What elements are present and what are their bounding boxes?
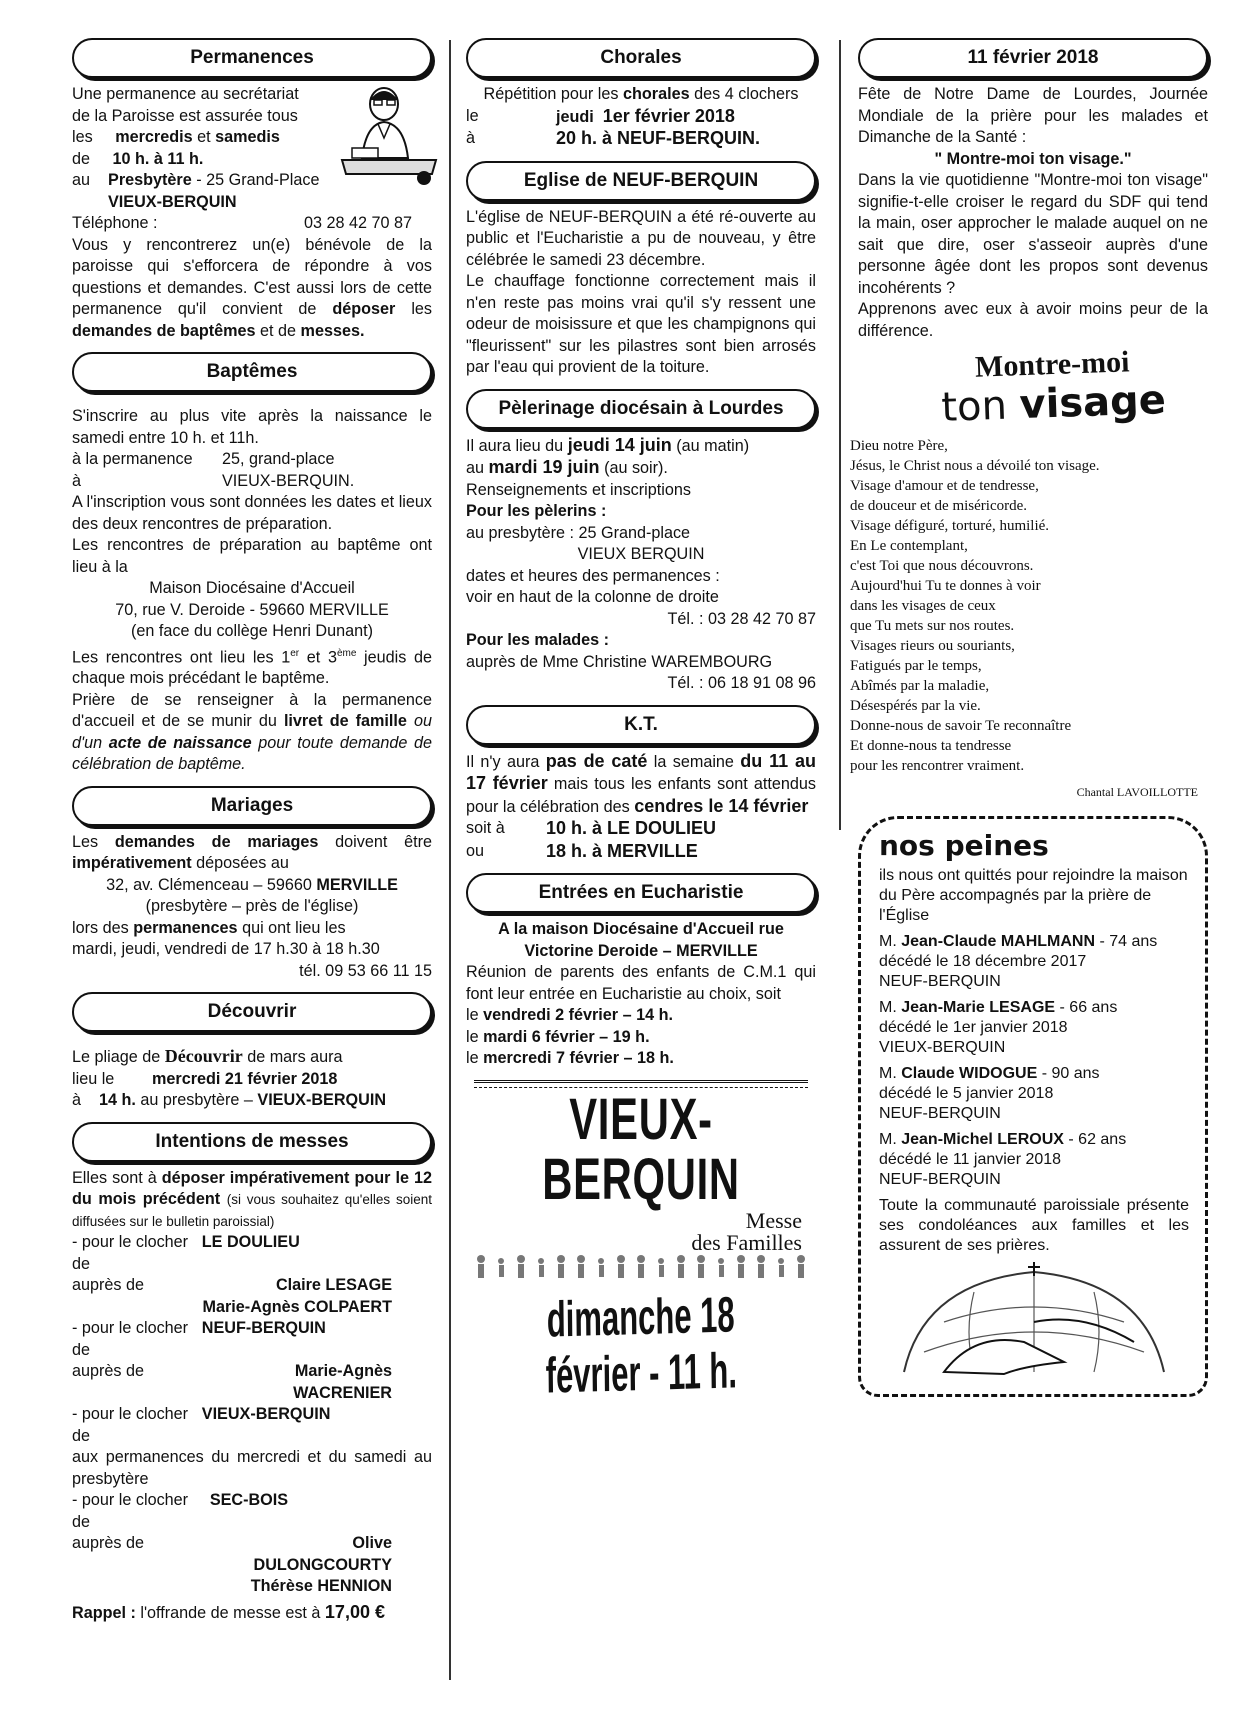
baptemes-text: et 3 [299,647,337,666]
mariages-p3: mardi, jeudi, vendredi de 17 h.30 à 18 h.30 [72,940,380,959]
permanences-title: Permanences [72,38,432,78]
family-figures-illustration [471,1254,811,1280]
permanences-text: de [72,149,91,168]
fevrier-quote: " Montre-moi ton visage." [934,149,1132,168]
eucharistie-address: A la maison Diocésaine d'Accueil rue Victorine Deroide – MERVILLE [498,920,784,960]
eucharistie-text: le [466,1049,479,1067]
eucharistie-date: mardi 6 février – 19 h. [483,1027,650,1046]
death-town: VIEUX-BERQUIN [879,1039,1006,1056]
baptemes-title: Baptêmes [72,352,432,392]
baptemes-text: à la permanence [72,450,193,468]
baptemes-text: jeudis de chaque mois précédant le baptême. [72,647,433,688]
nos-peines-box [858,816,1208,1397]
eucharistie-section [466,873,816,1070]
praying-hands-illustration [884,1262,1184,1382]
mariages-address2: (presbytère – près de l'église) [145,897,359,916]
death-age: - 90 ans [1041,1065,1100,1082]
mariages-title: Mariages [72,786,432,826]
mariages-emph: MERVILLE [316,875,398,894]
decouvrir-hour: 14 h. [99,1091,136,1110]
decouvrir-date: mercredi 21 février 2018 [152,1069,338,1088]
fevrier-p1: Fête de Notre Dame de Lourdes, Journée Mondiale de la prière pour les malades et Dimanche de la Santé : [858,85,1208,146]
decouvrir-title: Découvrir [72,992,432,1032]
mariages-p2 [72,918,432,940]
death-age: - 66 ans [1059,999,1118,1016]
kt-place: 18 h. à MERVILLE [546,840,698,861]
death-date: décédé le 5 janvier 2018 [879,1085,1054,1102]
mariages-text: lors des [72,918,129,937]
permanences-paragraph [72,235,432,343]
intentions-text: l'offrande de messe est à [140,1603,321,1622]
logo-visage: visage [1018,377,1167,429]
intentions-text: - pour le clocher de [72,1491,189,1531]
pelerinage-p8: voir en haut de la colonne de droite [466,588,719,606]
banner-title: VIEUX-BERQUIN [542,1086,740,1212]
poem-line: Et donne-nous ta tendresse [850,738,1012,754]
intentions-rappel [72,1602,432,1625]
chorales-emph: chorales [623,85,690,103]
messe-familles-banner [466,1080,816,1404]
pelerinage-p5: au presbytère : 25 Grand-place [466,523,691,542]
intentions-person: Marie-Agnès WACRENIER [293,1362,392,1402]
column-divider-left [449,40,451,1680]
poem-line: que Tu mets sur nos routes. [850,618,1015,634]
pelerinage-p1 [466,435,816,480]
poem-line: En Le contemplant, [850,538,968,554]
mariages-address [72,875,432,897]
pelerinage-p11: auprès de Mme Christine WAREMBOURG [466,652,773,671]
decouvrir-text: lieu le [72,1069,115,1088]
kt-text: Il n'y aura [466,752,540,771]
baptemes-sup: ème [336,647,357,659]
permanences-days: mercredis [115,128,193,146]
chorales-text: Répétition pour les [483,85,619,103]
intentions-person: Thérèse HENNION [250,1577,392,1596]
chorales-p1 [466,84,816,106]
logo-ton: ton [940,382,1008,431]
mariages-phone: tél. 09 53 66 11 15 [299,961,432,980]
intentions-title: Intentions de messes [72,1122,432,1162]
pelerinage-text: Il aura lieu du [466,436,564,455]
pelerinage-section [466,389,816,695]
fevrier-section [858,38,1208,431]
intentions-clocher: NEUF-BERQUIN [201,1319,326,1338]
chorales-text: le [466,106,479,125]
baptemes-sup: er [290,647,300,659]
fevrier-p3: Dans la vie quotidienne "Montre-moi ton visage" signifie-t-elle croiser le regard du SDF qui tend la main, oser approcher le malade auquel on ne sait que dire, oser s'asseoir auprès d'une personne âgée dont les propos sont devenus incohérents ? [858,171,1208,297]
baptemes-text: 25, grand-place [222,450,335,468]
pelerinage-date: jeudi 14 juin [567,434,672,455]
death-date: décédé le 11 janvier 2018 [879,1151,1062,1168]
permanences-town: VIEUX-BERQUIN [108,192,237,211]
intentions-person: Claire LESAGE [275,1276,392,1295]
eucharistie-title: Entrées en Eucharistie [466,873,816,913]
chorales-section [466,38,816,151]
intentions-text: auprès de [72,1534,144,1553]
banner-date: dimanche 18 février - 11 h. [545,1285,738,1404]
phone-label: Téléphone : [72,214,158,232]
poem-line: dans les visages de ceux [850,598,996,614]
death-name: Jean-Michel LEROUX [901,1131,1064,1148]
permanences-text: Vous y rencontrerez un(e) bénévole de la paroisse qui s'efforcera de répondre à vos questions et demandes. C'est aussi lors de cette permanence qu'il convient de [72,235,432,318]
permanences-address: - 25 Grand-Place [196,171,320,189]
baptemes-address3: (en face du collège Henri Dunant) [130,622,374,640]
intentions-list [72,1232,432,1447]
death-name: Claude WIDOGUE [901,1065,1038,1082]
mariages-p1 [72,832,432,875]
poem-line: Visage d'amour et de tendresse, [850,478,1039,494]
permanences-text: et de [260,321,297,340]
baptemes-emph: acte de naissance [108,733,252,752]
death-age: - 74 ans [1099,933,1158,950]
intentions-note: (si vous souhaitez qu'elles soient diffusées sur le bulletin paroissial) [72,1192,433,1229]
death-town: NEUF-BERQUIN [879,973,1001,990]
fevrier-p4: Apprenons avec eux à avoir moins peur de la différence. [858,300,1208,340]
poem-line: Désespérés par la vie. [850,698,981,714]
death-entry [879,1130,1189,1190]
permanences-days: samedis [215,128,280,146]
intentions-clocher: VIEUX-BERQUIN [201,1405,331,1424]
decouvrir-section [72,992,432,1112]
permanences-emph: déposer [332,300,396,318]
baptemes-p2: A l'inscription vous sont données les dates et lieux des deux rencontres de préparation. [72,493,432,533]
kt-emph: cendres le 14 février [634,795,809,816]
permanences-section [72,38,432,342]
pelerinage-sick: Pour les malades : [466,631,610,649]
banner-sub2: des Familles [691,1229,802,1255]
eglise-p1: L'église de NEUF-BERQUIN a été ré-ouverte au public et l'Eucharistie a pu de nouveau, y être célébrée le samedi 23 décembre. [466,207,816,269]
pelerinage-text: (au matin) [676,436,750,455]
intentions-text: auprès de [72,1362,144,1381]
poem-line: pour les rencontrer vraiment. [850,758,1025,774]
decouvrir-p1 [72,1046,432,1069]
intentions-p1 [72,1168,432,1233]
mariages-emph: permanences [133,918,238,937]
permanences-text: et [197,128,211,146]
decouvrir-logo: Découvrir [164,1046,243,1067]
chorales-text: à [466,129,476,147]
intentions-emph: Rappel : [72,1603,136,1622]
mariages-text: doivent être [335,832,432,851]
baptemes-text: Les rencontres ont lieu les 1 [72,647,291,666]
kt-text: ou [466,841,485,860]
secretary-illustration [332,82,442,190]
mariages-text: qui ont lieu les [242,918,346,937]
poem-line: Visages rieurs ou souriants, [850,638,1015,654]
mariages-text: Les [72,832,99,851]
pelerinage-p9: Tél. : 03 28 42 70 87 [667,609,816,628]
death-name: Jean-Marie LESAGE [901,999,1056,1016]
baptemes-text: Prière de se renseigner à la permanence d'accueil et de se munir du [72,690,432,731]
kt-text: soit à [466,819,505,837]
kt-title: K.T. [466,705,816,745]
poem-line: Aujourd'hui Tu te donnes à voir [850,578,1041,594]
intentions-text: Elles sont à [72,1168,157,1187]
pelerinage-p7: dates et heures des permanences : [466,566,720,585]
kt-emph: du 11 au 17 février [466,750,816,793]
phone-number: 03 28 42 70 87 [303,214,412,232]
intentions-person: Marie-Agnès COLPAERT [202,1297,392,1316]
chorales-hour: 20 h. à NEUF-BERQUIN. [556,128,761,148]
intentions-text: - pour le clocher de [72,1319,189,1359]
decouvrir-text: à [72,1091,82,1110]
eucharistie-date: vendredi 2 février – 14 h. [483,1006,673,1024]
baptemes-p1: S'inscrire au plus vite après la naissance le samedi entre 10 h. et 11h. [72,407,432,447]
column-divider-right [839,40,841,830]
intentions-clocher: SEC-BOIS [209,1491,289,1510]
poem-line: Dieu notre Père, [850,438,948,454]
eucharistie-text: le [466,1006,479,1024]
chorales-title: Chorales [466,38,816,78]
poem-line: Jésus, le Christ nous a dévoilé ton visage. [850,458,1100,474]
chorales-text: des 4 clochers [694,85,799,103]
kt-when [466,818,816,863]
poem-line: Donne-nous de savoir Te reconnaître [850,718,1072,734]
decouvrir-when [72,1069,432,1112]
permanences-phone [72,213,432,235]
baptemes-text: ou d'un [72,712,432,752]
peines-closing: Toute la communauté paroissiale présente ses condoléances aux familles et les assurent de ses prières. [879,1197,1189,1254]
mariages-section [72,786,432,983]
eglise-p2: Le chauffage fonctionne correctement mais il n'en reste pas moins vrai qu'il s'y ressent une odeur de moisissure et que les champignons qui "fleurissent" sur les pilastres sont bien arrosés par l'eau qui provient de la toiture. [466,272,816,376]
column-right [850,38,1208,1397]
death-title: M. [879,999,897,1016]
pelerinage-title: Pèlerinage diocésain à Lourdes [466,389,816,429]
baptemes-text: VIEUX-BERQUIN. [222,471,355,490]
peines-intro: ils nous ont quittés pour rejoindre la maison du Père accompagnés par la prière de l'Église [879,867,1188,924]
intentions-list2 [72,1490,432,1598]
prayer-poem [850,436,1208,802]
death-age: - 62 ans [1068,1131,1127,1148]
death-title: M. [879,1131,897,1148]
poem-line: Abîmés par la maladie, [850,678,990,694]
poem-author: Chantal LAVOILLOTTE [1076,785,1198,799]
kt-text: mais tous les enfants sont attendus pour la célébration des [466,775,816,816]
pelerinage-text: au [466,459,485,477]
intentions-section [72,1122,432,1625]
chorales-emph: jeudi [556,107,594,126]
death-town: NEUF-BERQUIN [879,1105,1001,1122]
intentions-text: - pour le clocher de [72,1233,189,1273]
permanences-text: au [72,171,91,189]
intentions-text: auprès de [72,1276,144,1295]
column-left [72,38,432,1634]
baptemes-text: pour toute demande de célébration de baptême. [72,733,433,774]
poem-line: Visage défiguré, torturé, humilié. [850,518,1050,534]
column-middle [466,38,816,1404]
fevrier-title: 11 février 2018 [858,38,1208,78]
pelerinage-p3: Renseignements et inscriptions [466,480,691,499]
poem-lines [850,436,1208,776]
permanences-hours: 10 h. à 11 h. [112,149,204,168]
permanences-line1: Une permanence au secrétariat [72,85,299,103]
mariages-emph: impérativement [72,854,192,873]
poem-line: Fatigués par le temps, [850,658,982,674]
baptemes-emph: livret de famille [283,712,407,731]
pelerinage-p12: Tél. : 06 18 91 08 96 [667,674,816,692]
permanences-line2: de la Paroisse est assurée tous [72,106,298,125]
baptemes-text: à [72,471,82,490]
deaths-list [879,932,1189,1190]
kt-emph: pas de caté [545,750,648,771]
eglise-section [466,161,816,379]
permanences-text: les [411,300,433,318]
poem-line: de douceur et de miséricorde. [850,498,1028,514]
baptemes-where [72,449,432,492]
banner-sub1: Messe [745,1207,802,1233]
death-date: décédé le 18 décembre 2017 [879,953,1087,970]
death-name: Jean-Claude MAHLMANN [901,933,1096,950]
death-title: M. [879,933,897,950]
peines-title: nos peines [879,829,1049,862]
permanences-text: les [72,128,93,146]
decouvrir-text: Le pliage de [72,1048,161,1067]
death-entry [879,998,1189,1058]
intentions-clocher: LE DOULIEU [201,1233,300,1252]
kt-place: 10 h. à LE DOULIEU [546,818,717,838]
logo-line1: Montre-moi [974,345,1130,384]
intentions-vb-note: aux permanences du mercredi et du samedi au presbytère [72,1448,432,1488]
death-entry [879,932,1189,992]
baptemes-address2: 70, rue V. Deroide - 59660 MERVILLE [115,600,389,619]
permanences-emph: demandes de baptêmes [72,321,256,340]
eucharistie-date: mercredi 7 février – 18 h. [483,1049,674,1067]
baptemes-address1: Maison Diocésaine d'Accueil [149,579,355,597]
decouvrir-text: de mars aura [247,1048,343,1067]
mariages-text: déposées au [196,854,289,873]
pelerinage-p6: VIEUX BERQUIN [577,545,705,563]
baptemes-p4 [72,643,432,690]
poem-line: c'est Toi que nous découvrons. [850,558,1034,574]
chorales-date: 1er février 2018 [602,105,735,126]
kt-p1 [466,751,816,819]
decouvrir-text: au presbytère – [140,1091,253,1110]
intentions-emph: déposer impérativement pour le 12 du mois précédent [72,1168,432,1209]
baptemes-section [72,352,432,776]
death-date: décédé le 1er janvier 2018 [879,1019,1068,1036]
permanences-place: Presbytère [108,171,192,189]
mariages-emph: demandes de mariages [114,832,319,851]
death-title: M. [879,1065,897,1082]
decouvrir-town: VIEUX-BERQUIN [257,1091,387,1110]
eucharistie-p1: Réunion de parents des enfants de C.M.1 qui font leur entrée en Eucharistie au choix, soit [466,963,816,1003]
pelerinage-pilgrims: Pour les pèlerins : [466,502,607,520]
baptemes-p5 [72,690,432,776]
intentions-person: Olive DULONGCOURTY [253,1534,392,1574]
intentions-text: - pour le clocher de [72,1405,189,1445]
eucharistie-text: le [466,1027,479,1046]
intentions-price: 17,00 € [324,1601,385,1622]
kt-text: la semaine [653,752,734,771]
chorales-when [466,106,816,151]
permanences-emph: messes. [300,321,365,340]
pelerinage-text: (au soir). [604,459,668,477]
baptemes-p3: Les rencontres de préparation au baptême ont lieu à la [72,536,432,576]
mariages-text: 32, av. Clémenceau – 59660 [106,875,312,894]
eglise-title: Eglise de NEUF-BERQUIN [466,161,816,201]
death-entry [879,1064,1189,1124]
montre-moi-logo [897,343,1210,432]
pelerinage-date: mardi 19 juin [488,457,600,477]
death-town: NEUF-BERQUIN [879,1171,1001,1188]
kt-section [466,705,816,864]
